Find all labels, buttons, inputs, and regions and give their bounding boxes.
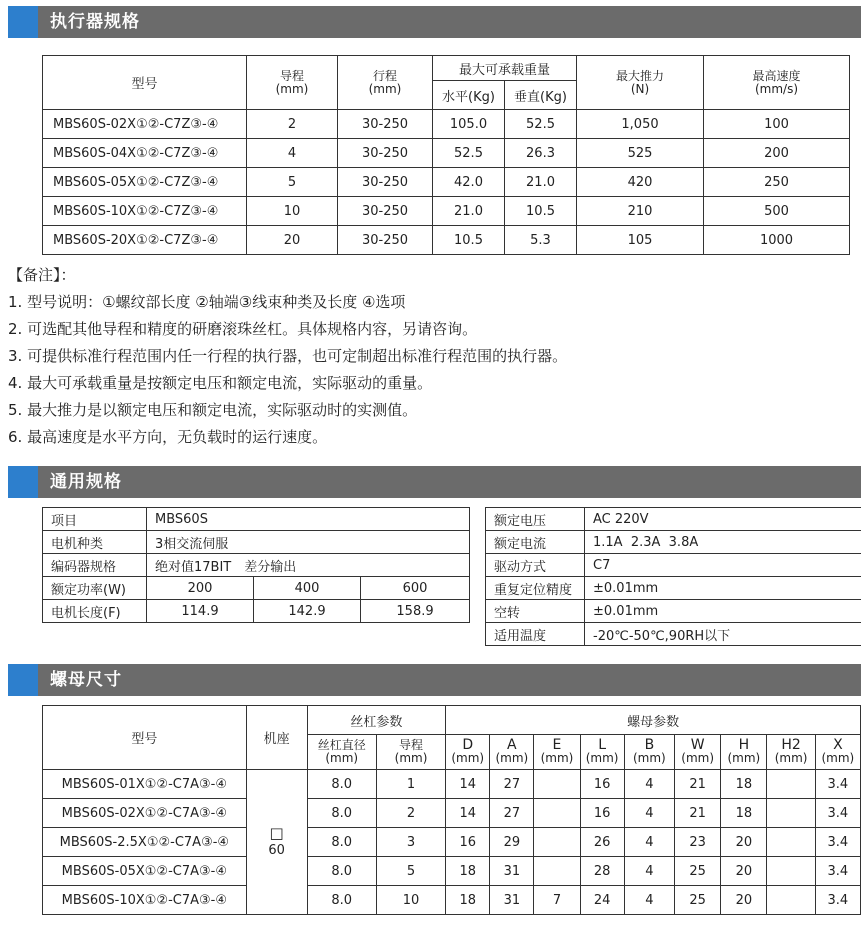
header-vertical: 垂直(Kg)	[505, 81, 577, 110]
table-row	[43, 857, 861, 886]
model-cell: MBS60S-10X①②-C7A③-④	[43, 886, 247, 915]
dia-cell: 8.0	[307, 886, 376, 915]
speed-cell: 200	[704, 139, 850, 168]
D-cell: 18	[446, 886, 490, 915]
header-unit: (mm)	[451, 751, 485, 765]
table-row	[43, 110, 850, 139]
header-lead	[247, 56, 338, 110]
spec-value: ±0.01mm	[585, 600, 861, 623]
E-cell	[534, 799, 580, 828]
D-cell: 14	[446, 799, 490, 828]
dia-cell: 8.0	[307, 799, 376, 828]
section-accent	[8, 6, 38, 38]
header-max-load: 最大可承载重量	[433, 56, 577, 81]
model-cell: MBS60S-20X①②-C7Z③-④	[43, 226, 247, 255]
dia-cell: 8.0	[307, 770, 376, 799]
header-D-label: D	[462, 737, 474, 753]
header-W-label: W	[690, 737, 705, 753]
nut-dimension-table	[42, 705, 861, 915]
spec-value: 1.1A 2.3A 3.8A	[585, 531, 861, 554]
header-W	[675, 735, 721, 770]
notes-title: 【备注】：	[8, 266, 76, 284]
note-item: 5. 最大推力是以额定电压和额定电流，实际驱动时的实测值。	[8, 401, 418, 419]
model-cell: MBS60S-05X①②-C7Z③-④	[43, 168, 247, 197]
header-unit: (mm)	[585, 751, 619, 765]
section-header-general	[8, 466, 861, 498]
vertical-cell: 52.5	[505, 110, 577, 139]
notes-block	[8, 262, 848, 451]
spec-value: C7	[585, 554, 861, 577]
general-spec-table-right	[485, 507, 861, 646]
model-cell: MBS60S-04X①②-C7Z③-④	[43, 139, 247, 168]
header-model: 型号	[43, 706, 247, 770]
E-cell	[534, 857, 580, 886]
header-B	[624, 735, 674, 770]
L-cell: 16	[580, 799, 624, 828]
H-cell: 18	[721, 799, 767, 828]
H2-cell	[767, 828, 815, 857]
length-value: 114.9	[147, 600, 254, 623]
encoder-label: 编码器规格	[43, 554, 147, 577]
H2-cell	[767, 886, 815, 915]
thrust-cell: 1,050	[577, 110, 704, 139]
seat-cell	[246, 770, 307, 915]
lead-cell: 2	[376, 799, 445, 828]
seat-size: 60	[268, 843, 285, 858]
X-cell: 3.4	[815, 770, 860, 799]
header-H	[721, 735, 767, 770]
lead-cell: 20	[247, 226, 338, 255]
B-cell: 4	[624, 770, 674, 799]
X-cell: 3.4	[815, 828, 860, 857]
stroke-cell: 30-250	[338, 197, 433, 226]
header-lead-label: 导程	[399, 738, 424, 752]
thrust-cell: 525	[577, 139, 704, 168]
vertical-cell: 10.5	[505, 197, 577, 226]
table-row	[43, 168, 850, 197]
D-cell: 14	[446, 770, 490, 799]
header-unit: (mm)	[632, 751, 666, 765]
header-H-label: H	[738, 737, 750, 753]
header-unit: (mm)	[540, 751, 574, 765]
speed-cell: 100	[704, 110, 850, 139]
header-unit: (mm)	[394, 751, 428, 765]
thrust-cell: 420	[577, 168, 704, 197]
table-row	[43, 828, 861, 857]
encoder-value: 绝对值17BIT 差分输出	[147, 554, 470, 577]
H-cell: 18	[721, 770, 767, 799]
spec-label: 驱动方式	[486, 554, 585, 577]
B-cell: 4	[624, 857, 674, 886]
note-item: 3. 可提供标准行程范围内任一行程的执行器，也可定制超出标准行程范围的执行器。	[8, 347, 568, 365]
H-cell: 20	[721, 828, 767, 857]
header-screw-dia-label: 丝杠直径	[317, 738, 366, 752]
section-title: 执行器规格	[50, 12, 140, 32]
W-cell: 23	[675, 828, 721, 857]
section-header-nut	[8, 664, 861, 696]
power-value: 400	[254, 577, 361, 600]
table-row	[43, 139, 850, 168]
vertical-cell: 26.3	[505, 139, 577, 168]
horizontal-cell: 105.0	[433, 110, 505, 139]
spec-label: 重复定位精度	[486, 577, 585, 600]
header-unit: (mm)	[727, 751, 761, 765]
header-unit: (mm)	[495, 751, 529, 765]
header-stroke-label: 行程	[372, 68, 397, 83]
header-unit: (mm)	[821, 751, 855, 765]
header-stroke-unit: (mm)	[368, 81, 402, 96]
header-speed-unit: (mm/s)	[754, 81, 799, 96]
power-value: 600	[361, 577, 470, 600]
header-screw-params: 丝杠参数	[307, 706, 446, 735]
header-max-thrust	[577, 56, 704, 110]
table-row	[43, 886, 861, 915]
W-cell: 25	[675, 857, 721, 886]
header-H2	[767, 735, 815, 770]
spec-label: 适用温度	[486, 623, 585, 646]
header-unit: (mm)	[681, 751, 715, 765]
horizontal-cell: 21.0	[433, 197, 505, 226]
header-screw-dia	[307, 735, 376, 770]
D-cell: 18	[446, 857, 490, 886]
W-cell: 25	[675, 886, 721, 915]
section-accent	[8, 664, 38, 696]
table-row	[43, 197, 850, 226]
speed-cell: 500	[704, 197, 850, 226]
E-cell: 7	[534, 886, 580, 915]
vertical-cell: 21.0	[505, 168, 577, 197]
lead-cell: 4	[247, 139, 338, 168]
A-cell: 31	[490, 857, 534, 886]
spec-label: 额定电流	[486, 531, 585, 554]
general-spec-table-left	[42, 507, 470, 623]
power-value: 200	[147, 577, 254, 600]
note-item: 1. 型号说明：①螺纹部长度 ②轴端③线束种类及长度 ④选项	[8, 293, 406, 311]
E-cell	[534, 828, 580, 857]
table-row	[43, 770, 861, 799]
thrust-cell: 210	[577, 197, 704, 226]
header-A-label: A	[507, 737, 517, 753]
lead-cell: 2	[247, 110, 338, 139]
header-speed-label: 最高速度	[752, 68, 801, 83]
L-cell: 26	[580, 828, 624, 857]
E-cell	[534, 770, 580, 799]
B-cell: 4	[624, 799, 674, 828]
B-cell: 4	[624, 886, 674, 915]
section-header-actuator	[8, 6, 861, 38]
note-item: 2. 可选配其他导程和精度的研磨滚珠丝杠。具体规格内容，另请咨询。	[8, 320, 478, 338]
spec-label: 空转	[486, 600, 585, 623]
header-D	[446, 735, 490, 770]
header-lead-label: 导程	[279, 68, 304, 83]
spec-value: ±0.01mm	[585, 577, 861, 600]
header-lead	[376, 735, 445, 770]
length-value: 142.9	[254, 600, 361, 623]
X-cell: 3.4	[815, 886, 860, 915]
L-cell: 24	[580, 886, 624, 915]
model-cell: MBS60S-02X①②-C7Z③-④	[43, 110, 247, 139]
header-horizontal: 水平(Kg)	[433, 81, 505, 110]
stroke-cell: 30-250	[338, 168, 433, 197]
L-cell: 28	[580, 857, 624, 886]
header-E-label: E	[552, 737, 562, 753]
lead-cell: 5	[247, 168, 338, 197]
header-X	[815, 735, 860, 770]
seat-square-symbol: □	[269, 824, 284, 842]
stroke-cell: 30-250	[338, 110, 433, 139]
section-title: 螺母尺寸	[50, 670, 122, 690]
X-cell: 3.4	[815, 799, 860, 828]
model-cell: MBS60S-02X①②-C7A③-④	[43, 799, 247, 828]
header-L	[580, 735, 624, 770]
D-cell: 16	[446, 828, 490, 857]
header-max-speed	[704, 56, 850, 110]
power-label: 额定功率(W)	[43, 577, 147, 600]
H2-cell	[767, 857, 815, 886]
lead-cell: 3	[376, 828, 445, 857]
section-accent	[8, 466, 38, 498]
actuator-spec-table	[42, 55, 850, 255]
horizontal-cell: 10.5	[433, 226, 505, 255]
stroke-cell: 30-250	[338, 139, 433, 168]
header-unit: (mm)	[774, 751, 808, 765]
length-label: 电机长度(F)	[43, 600, 147, 623]
H-cell: 20	[721, 886, 767, 915]
lead-cell: 1	[376, 770, 445, 799]
header-H2-label: H2	[781, 737, 801, 753]
lead-cell: 10	[247, 197, 338, 226]
horizontal-cell: 42.0	[433, 168, 505, 197]
spec-label: 额定电压	[486, 508, 585, 531]
header-thrust-label: 最大推力	[616, 68, 665, 83]
H-cell: 20	[721, 857, 767, 886]
model-cell: MBS60S-01X①②-C7A③-④	[43, 770, 247, 799]
header-stroke	[338, 56, 433, 110]
header-B-label: B	[644, 737, 655, 753]
stroke-cell: 30-250	[338, 226, 433, 255]
X-cell: 3.4	[815, 857, 860, 886]
header-seat: 机座	[246, 706, 307, 770]
section-title: 通用规格	[50, 472, 122, 492]
A-cell: 27	[490, 770, 534, 799]
header-thrust-unit: (N)	[630, 81, 650, 96]
model-cell: MBS60S-10X①②-C7Z③-④	[43, 197, 247, 226]
header-A	[490, 735, 534, 770]
item-label: 项目	[43, 508, 147, 531]
header-lead-unit: (mm)	[275, 81, 309, 96]
H2-cell	[767, 770, 815, 799]
dia-cell: 8.0	[307, 857, 376, 886]
lead-cell: 5	[376, 857, 445, 886]
A-cell: 29	[490, 828, 534, 857]
speed-cell: 1000	[704, 226, 850, 255]
W-cell: 21	[675, 770, 721, 799]
W-cell: 21	[675, 799, 721, 828]
H2-cell	[767, 799, 815, 828]
header-unit: (mm)	[325, 751, 359, 765]
horizontal-cell: 52.5	[433, 139, 505, 168]
motor-type-label: 电机种类	[43, 531, 147, 554]
length-value: 158.9	[361, 600, 470, 623]
table-row	[43, 226, 850, 255]
A-cell: 27	[490, 799, 534, 828]
L-cell: 16	[580, 770, 624, 799]
thrust-cell: 105	[577, 226, 704, 255]
vertical-cell: 5.3	[505, 226, 577, 255]
motor-type-value: 3相交流伺服	[147, 531, 470, 554]
spec-value: AC 220V	[585, 508, 861, 531]
header-nut-params: 螺母参数	[446, 706, 861, 735]
model-cell: MBS60S-2.5X①②-C7A③-④	[43, 828, 247, 857]
B-cell: 4	[624, 828, 674, 857]
dia-cell: 8.0	[307, 828, 376, 857]
header-E	[534, 735, 580, 770]
header-L-label: L	[598, 737, 607, 753]
lead-cell: 10	[376, 886, 445, 915]
A-cell: 31	[490, 886, 534, 915]
item-value: MBS60S	[147, 508, 470, 531]
header-model: 型号	[43, 56, 247, 110]
note-item: 6. 最高速度是水平方向，无负载时的运行速度。	[8, 428, 328, 446]
spec-value: -20℃-50℃,90RH以下	[585, 623, 861, 646]
table-row	[43, 799, 861, 828]
header-X-label: X	[833, 737, 843, 753]
model-cell: MBS60S-05X①②-C7A③-④	[43, 857, 247, 886]
speed-cell: 250	[704, 168, 850, 197]
note-item: 4. 最大可承载重量是按额定电压和额定电流，实际驱动的重量。	[8, 374, 433, 392]
